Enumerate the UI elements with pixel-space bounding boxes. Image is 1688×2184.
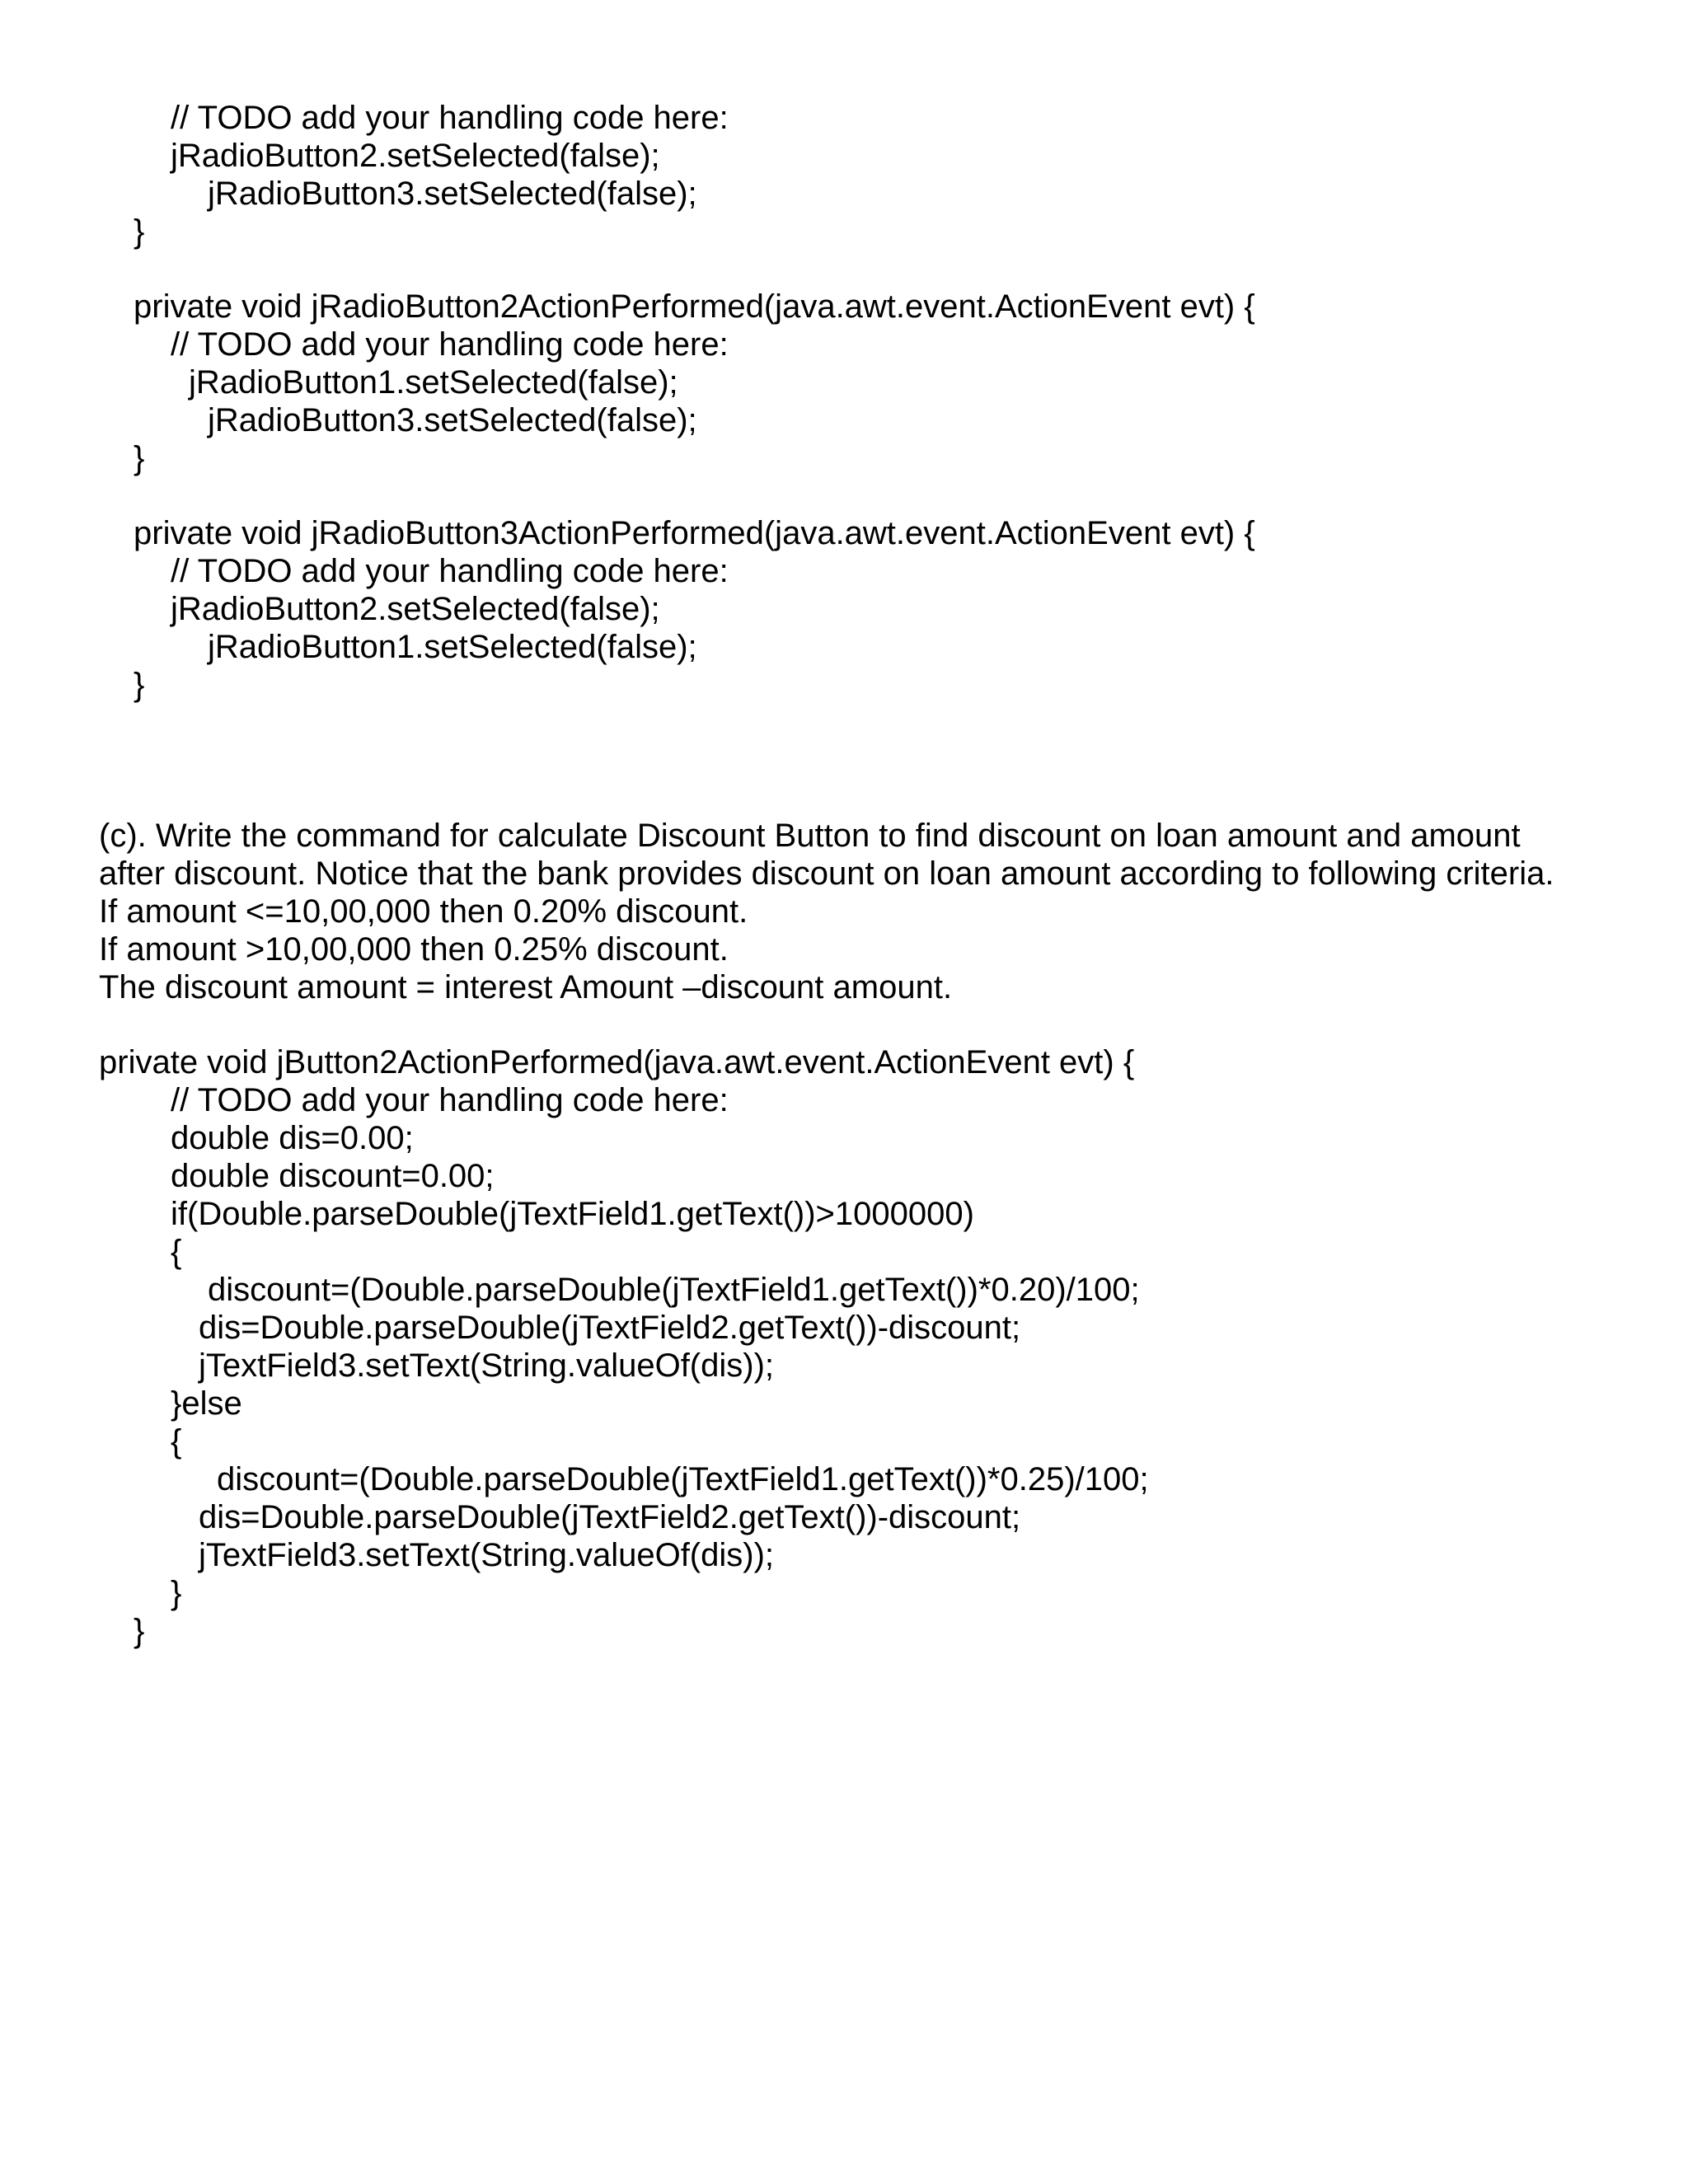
code-line: private void jRadioButton2ActionPerformed(java.awt.event.ActionEvent evt) { [134,288,1255,325]
code-line: jTextField3.setText(String.valueOf(dis)); [199,1347,775,1384]
code-line: private void jButton2ActionPerformed(java.awt.event.ActionEvent evt) { [99,1044,1135,1080]
question-text-line: The discount amount = interest Amount –discount amount. [99,969,953,1005]
code-line: jRadioButton3.setSelected(false); [208,176,697,212]
question-text-line: If amount >10,00,000 then 0.25% discount. [99,931,729,968]
code-line: dis=Double.parseDouble(jTextField2.getText())-discount; [199,1499,1021,1535]
code-line: jRadioButton1.setSelected(false); [208,629,697,665]
code-line: dis=Double.parseDouble(jTextField2.getText())-discount; [199,1310,1021,1346]
question-text-line: after discount. Notice that the bank provides discount on loan amount according to following criteria. [99,855,1554,892]
code-line: } [134,440,145,476]
question-text-line: (c). Write the command for calculate Discount Button to find discount on loan amount and amount [99,818,1521,854]
code-line: } [171,1575,182,1611]
code-line: jRadioButton2.setSelected(false); [171,138,660,174]
code-line: } [134,1613,145,1649]
code-line: jRadioButton2.setSelected(false); [171,591,660,627]
code-line: { [171,1234,182,1270]
code-line: // TODO add your handling code here: [171,100,729,136]
code-line: } [134,213,145,250]
code-line: private void jRadioButton3ActionPerformed(java.awt.event.ActionEvent evt) { [134,515,1255,551]
code-line: double discount=0.00; [171,1158,495,1194]
code-line: }else [171,1385,242,1422]
code-line: discount=(Double.parseDouble(jTextField1.getText())*0.25)/100; [217,1461,1149,1497]
code-line: // TODO add your handling code here: [171,1082,729,1118]
code-line: jRadioButton3.setSelected(false); [208,402,697,438]
question-text-line: If amount <=10,00,000 then 0.20% discount. [99,893,748,930]
code-line: jRadioButton1.setSelected(false); [189,364,678,401]
code-line: } [134,667,145,703]
code-line: { [171,1423,182,1460]
code-line: // TODO add your handling code here: [171,326,729,363]
code-line: if(Double.parseDouble(jTextField1.getText())>1000000) [171,1196,974,1232]
code-line: // TODO add your handling code here: [171,553,729,589]
code-line: jTextField3.setText(String.valueOf(dis)); [199,1537,775,1573]
code-line: discount=(Double.parseDouble(jTextField1.getText())*0.20)/100; [208,1272,1140,1308]
code-line: double dis=0.00; [171,1120,414,1156]
